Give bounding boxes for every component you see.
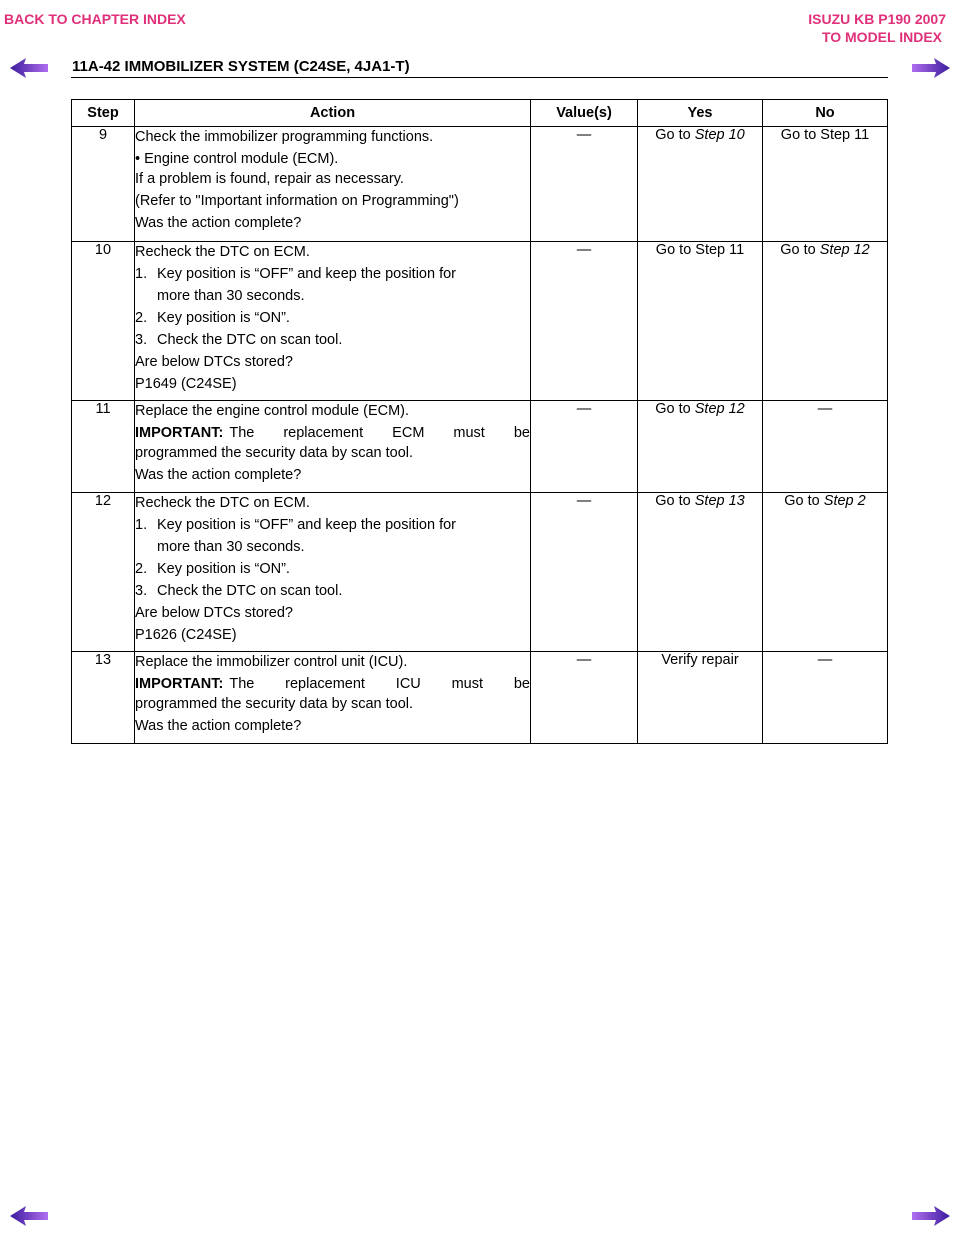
numbered-item: 1. Key position is “OFF” and keep the position for bbox=[135, 266, 457, 282]
action-question: Are below DTCs stored? bbox=[135, 354, 293, 370]
column-header-values: Value(s) bbox=[531, 100, 638, 127]
action-cell bbox=[135, 652, 531, 744]
right-arrow-icon[interactable] bbox=[912, 58, 950, 78]
yes-cell bbox=[638, 493, 763, 652]
yes-text: Go to bbox=[655, 401, 695, 417]
page-title: 11A-42 IMMOBILIZER SYSTEM (C24SE, 4JA1-T) bbox=[72, 58, 410, 75]
yes-step-ref[interactable]: Step 10 bbox=[694, 127, 745, 143]
diagnostic-steps-table bbox=[71, 99, 888, 744]
important-text: The replacement ICU must be bbox=[229, 676, 530, 692]
yes-cell: Verify repair bbox=[638, 652, 763, 744]
table-row bbox=[72, 127, 888, 242]
step-number: 11 bbox=[72, 401, 135, 493]
table-row bbox=[72, 652, 888, 744]
action-line: (Refer to "Important information on Programming") bbox=[135, 193, 459, 209]
value-cell: — bbox=[531, 493, 638, 652]
yes-text: Go to bbox=[655, 493, 695, 509]
column-header-yes: Yes bbox=[638, 100, 763, 127]
right-arrow-icon[interactable] bbox=[912, 1206, 950, 1226]
numbered-item-continuation: more than 30 seconds. bbox=[157, 288, 305, 304]
important-note-continuation: programmed the security data by scan tool. bbox=[135, 445, 414, 461]
yes-text: Go to Step 11 bbox=[655, 242, 745, 258]
header-divider bbox=[71, 77, 888, 78]
action-cell bbox=[135, 242, 531, 401]
action-line: Check the immobilizer programming functions. bbox=[135, 129, 434, 145]
step-number: 9 bbox=[72, 127, 135, 242]
important-note bbox=[135, 674, 530, 694]
step-number: 10 bbox=[72, 242, 135, 401]
no-cell: — bbox=[763, 652, 888, 744]
important-note-continuation: programmed the security data by scan tool. bbox=[135, 696, 414, 712]
numbered-item: 1. Key position is “OFF” and keep the position for bbox=[135, 517, 457, 533]
action-line: If a problem is found, repair as necessary. bbox=[135, 171, 404, 187]
action-question: Was the action complete? bbox=[135, 215, 302, 231]
dtc-code: P1626 (C24SE) bbox=[135, 627, 237, 643]
table-header-row bbox=[72, 100, 888, 127]
no-text: Go to Step 11 bbox=[780, 127, 870, 143]
to-model-index-link[interactable]: TO MODEL INDEX bbox=[821, 29, 942, 45]
numbered-item-continuation: more than 30 seconds. bbox=[157, 539, 305, 555]
action-question: Was the action complete? bbox=[135, 467, 302, 483]
numbered-item: 2. Key position is “ON”. bbox=[135, 310, 290, 326]
no-cell bbox=[763, 493, 888, 652]
no-text: Go to bbox=[780, 242, 820, 258]
value-cell: — bbox=[531, 242, 638, 401]
no-step-ref[interactable]: Step 2 bbox=[823, 493, 866, 509]
important-label: IMPORTANT: bbox=[135, 676, 224, 692]
back-to-chapter-index-link[interactable]: BACK TO CHAPTER INDEX bbox=[4, 11, 186, 27]
column-header-action: Action bbox=[135, 100, 531, 127]
action-cell bbox=[135, 401, 531, 493]
value-cell: — bbox=[531, 652, 638, 744]
action-line: Replace the engine control module (ECM). bbox=[135, 403, 410, 419]
no-text: Go to bbox=[784, 493, 824, 509]
action-cell bbox=[135, 127, 531, 242]
dtc-code: P1649 (C24SE) bbox=[135, 376, 237, 392]
table-row bbox=[72, 401, 888, 493]
no-step-ref[interactable]: Step 12 bbox=[819, 242, 870, 258]
yes-cell bbox=[638, 127, 763, 242]
left-arrow-icon[interactable] bbox=[10, 58, 48, 78]
table-row bbox=[72, 493, 888, 652]
yes-text: Go to bbox=[655, 127, 695, 143]
value-cell: — bbox=[531, 401, 638, 493]
action-line: Recheck the DTC on ECM. bbox=[135, 244, 310, 260]
no-cell bbox=[763, 242, 888, 401]
action-question: Are below DTCs stored? bbox=[135, 605, 293, 621]
yes-step-ref[interactable]: Step 13 bbox=[694, 493, 745, 509]
numbered-item: 2. Key position is “ON”. bbox=[135, 561, 290, 577]
action-line: Recheck the DTC on ECM. bbox=[135, 495, 310, 511]
left-arrow-icon[interactable] bbox=[10, 1206, 48, 1226]
action-line: Replace the immobilizer control unit (ICU). bbox=[135, 654, 408, 670]
model-title-link[interactable]: ISUZU KB P190 2007 bbox=[808, 11, 946, 27]
yes-step-ref[interactable]: Step 12 bbox=[694, 401, 745, 417]
value-cell: — bbox=[531, 127, 638, 242]
column-header-no: No bbox=[763, 100, 888, 127]
column-header-step: Step bbox=[72, 100, 135, 127]
important-text: The replacement ECM must be bbox=[229, 425, 530, 441]
action-line: • Engine control module (ECM). bbox=[135, 151, 339, 167]
numbered-item: 3. Check the DTC on scan tool. bbox=[135, 583, 343, 599]
action-cell bbox=[135, 493, 531, 652]
important-note bbox=[135, 423, 530, 443]
table-row bbox=[72, 242, 888, 401]
step-number: 12 bbox=[72, 493, 135, 652]
step-number: 13 bbox=[72, 652, 135, 744]
action-question: Was the action complete? bbox=[135, 718, 302, 734]
numbered-item: 3. Check the DTC on scan tool. bbox=[135, 332, 343, 348]
no-cell bbox=[763, 127, 888, 242]
yes-cell bbox=[638, 242, 763, 401]
yes-cell bbox=[638, 401, 763, 493]
important-label: IMPORTANT: bbox=[135, 425, 224, 441]
no-cell: — bbox=[763, 401, 888, 493]
